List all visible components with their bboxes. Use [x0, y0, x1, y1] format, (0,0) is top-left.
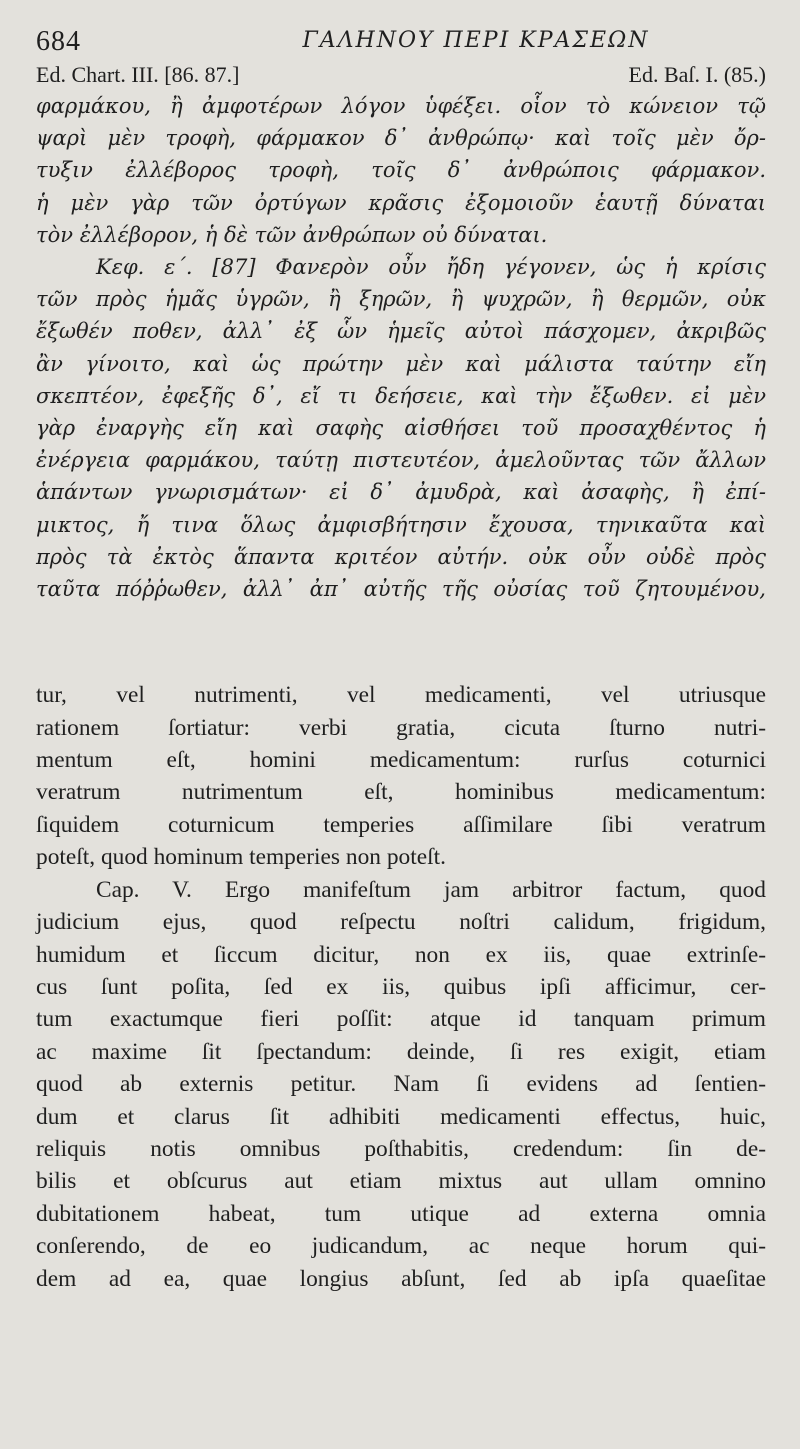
- edition-basel-reference: Ed. Baſ. I. (85.): [628, 62, 766, 87]
- latin-line: ac maxime ſit ſpectandum: deinde, ſi res exigit, etiam: [36, 1038, 766, 1065]
- greek-line: ἐνέργεια φαρμάκου, ταύτῃ πιστευτέον, ἀμελοῦντας τῶν ἄλλων: [36, 448, 766, 473]
- latin-line: judicium ejus, quod reſpectu noſtri calidum, frigidum,: [36, 909, 766, 936]
- column-separator-space: [36, 605, 766, 679]
- latin-line: humidum et ſiccum dicitur, non ex iis, quae extrinſe-: [36, 941, 766, 968]
- greek-text: [36, 90, 766, 605]
- greek-line: ταῦτα πόῤῥωθεν, ἀλλ᾽ ἀπ᾽ αὐτῆς τῆς οὐσίας τοῦ ζητουμένου,: [36, 577, 766, 602]
- latin-line: ſiquidem coturnicum temperies aſſimilare ſibi veratrum: [36, 811, 766, 838]
- greek-line: τὸν ἐλλέβορον, ἡ δὲ τῶν ἀνθρώπων οὐ δύναται.: [36, 222, 548, 247]
- latin-line: bilis et obſcurus aut etiam mixtus aut ullam omnino: [36, 1168, 766, 1195]
- latin-line: reliquis notis omnibus poſthabitis, credendum: ſin de-: [36, 1135, 766, 1162]
- latin-line: tum exactumque fieri poſſit: atque id tanquam primum: [36, 1006, 766, 1033]
- greek-line: σκεπτέον, ἐφεξῆς δ᾽, εἴ τι δεήσειε, καὶ τὴν ἔξωθεν. εἰ μὲν: [36, 383, 766, 408]
- greek-line: ἔξωθέν ποθεν, ἀλλ᾽ ἐξ ὧν ἡμεῖς αὐτοὶ πάσχομεν, ἀκριβῶς: [36, 319, 766, 344]
- latin-line: tur, vel nutrimenti, vel medicamenti, vel utriusque: [36, 682, 766, 709]
- edition-chart-reference: Ed. Chart. III. [86. 87.]: [36, 62, 240, 87]
- latin-line: poteſt, quod hominum temperies non poteſt.: [36, 844, 446, 871]
- latin-line: quod ab externis petitur. Nam ſi evidens ad ſentien-: [36, 1071, 766, 1098]
- latin-line: dubitationem habeat, tum utique ad externa omnia: [36, 1200, 766, 1227]
- greek-line: μικτος, ἤ τινα ὅλως ἀμφισβήτησιν ἔχουσα, τηνικαῦτα καὶ: [36, 512, 766, 537]
- latin-chapter-start-line: Cap. V. Ergo manifeſtum jam arbitror factum, quod: [96, 876, 766, 903]
- greek-chapter-start-line: Κεφ. ε΄. [87] Φανερὸν οὖν ἤδη γέγονεν, ὡς ἡ κρίσις: [96, 255, 766, 280]
- latin-text: [36, 679, 766, 1295]
- edition-references: [36, 60, 766, 90]
- latin-line: mentum eſt, homini medicamentum: rurſus coturnici: [36, 747, 766, 774]
- greek-line: τυξιν ἐλλέβορος τροφὴ, τοῖς δ᾽ ἀνθρώποις φάρμακον.: [36, 158, 766, 183]
- latin-line: conſerendo, de eo judicandum, ac neque horum qui-: [36, 1233, 766, 1260]
- greek-line: ἁπάντων γνωρισμάτων· εἰ δ᾽ ἀμυδρὰ, καὶ ἀσαφὴς, ἢ ἐπί-: [36, 480, 766, 505]
- greek-line: τῶν πρὸς ἡμᾶς ὑγρῶν, ἢ ξηρῶν, ἢ ψυχρῶν, ἢ θερμῶν, οὐκ: [36, 287, 766, 312]
- greek-line: ψαρὶ μὲν τροφὴ, φάρμακον δ᾽ ἀνθρώπῳ· καὶ τοῖς μὲν ὄρ-: [36, 126, 766, 151]
- greek-line: φαρμάκου, ἢ ἀμφοτέρων λόγον ὑφέξει. οἷον τὸ κώνειον τῷ: [36, 94, 766, 118]
- latin-line: dem ad ea, quae longius abſunt, ſed ab ipſa quaeſitae: [36, 1265, 766, 1292]
- latin-line: dum et clarus ſit adhibiti medicamenti effectus, huic,: [36, 1103, 766, 1130]
- page-number: 684: [36, 26, 81, 57]
- latin-line: cus ſunt poſita, ſed ex iis, quibus ipſi afficimur, cer-: [36, 973, 766, 1000]
- running-title: ΓΑΛΗΝΟΥ ΠΕΡΙ ΚΡΑΣΕΩΝ: [302, 28, 650, 53]
- greek-line: ἂν γίνοιτο, καὶ ὡς πρώτην μὲν καὶ μάλιστα ταύτην εἴη: [36, 351, 766, 376]
- greek-line: πρὸς τὰ ἐκτὸς ἅπαντα κριτέον αὐτήν. οὐκ οὖν οὐδὲ πρὸς: [36, 544, 766, 569]
- page-header: [36, 18, 766, 60]
- latin-line: veratrum nutrimentum eſt, hominibus medicamentum:: [36, 779, 766, 806]
- greek-line: γὰρ ἐναργὴς εἴη καὶ σαφὴς αἰσθήσει τοῦ προσαχθέντος ἡ: [36, 416, 766, 441]
- latin-line: rationem ſortiatur: verbi gratia, cicuta ſturno nutri-: [36, 714, 766, 741]
- greek-line: ἡ μὲν γὰρ τῶν ὀρτύγων κρᾶσις ἐξομοιοῦν ἑαυτῇ δύναται: [36, 190, 766, 215]
